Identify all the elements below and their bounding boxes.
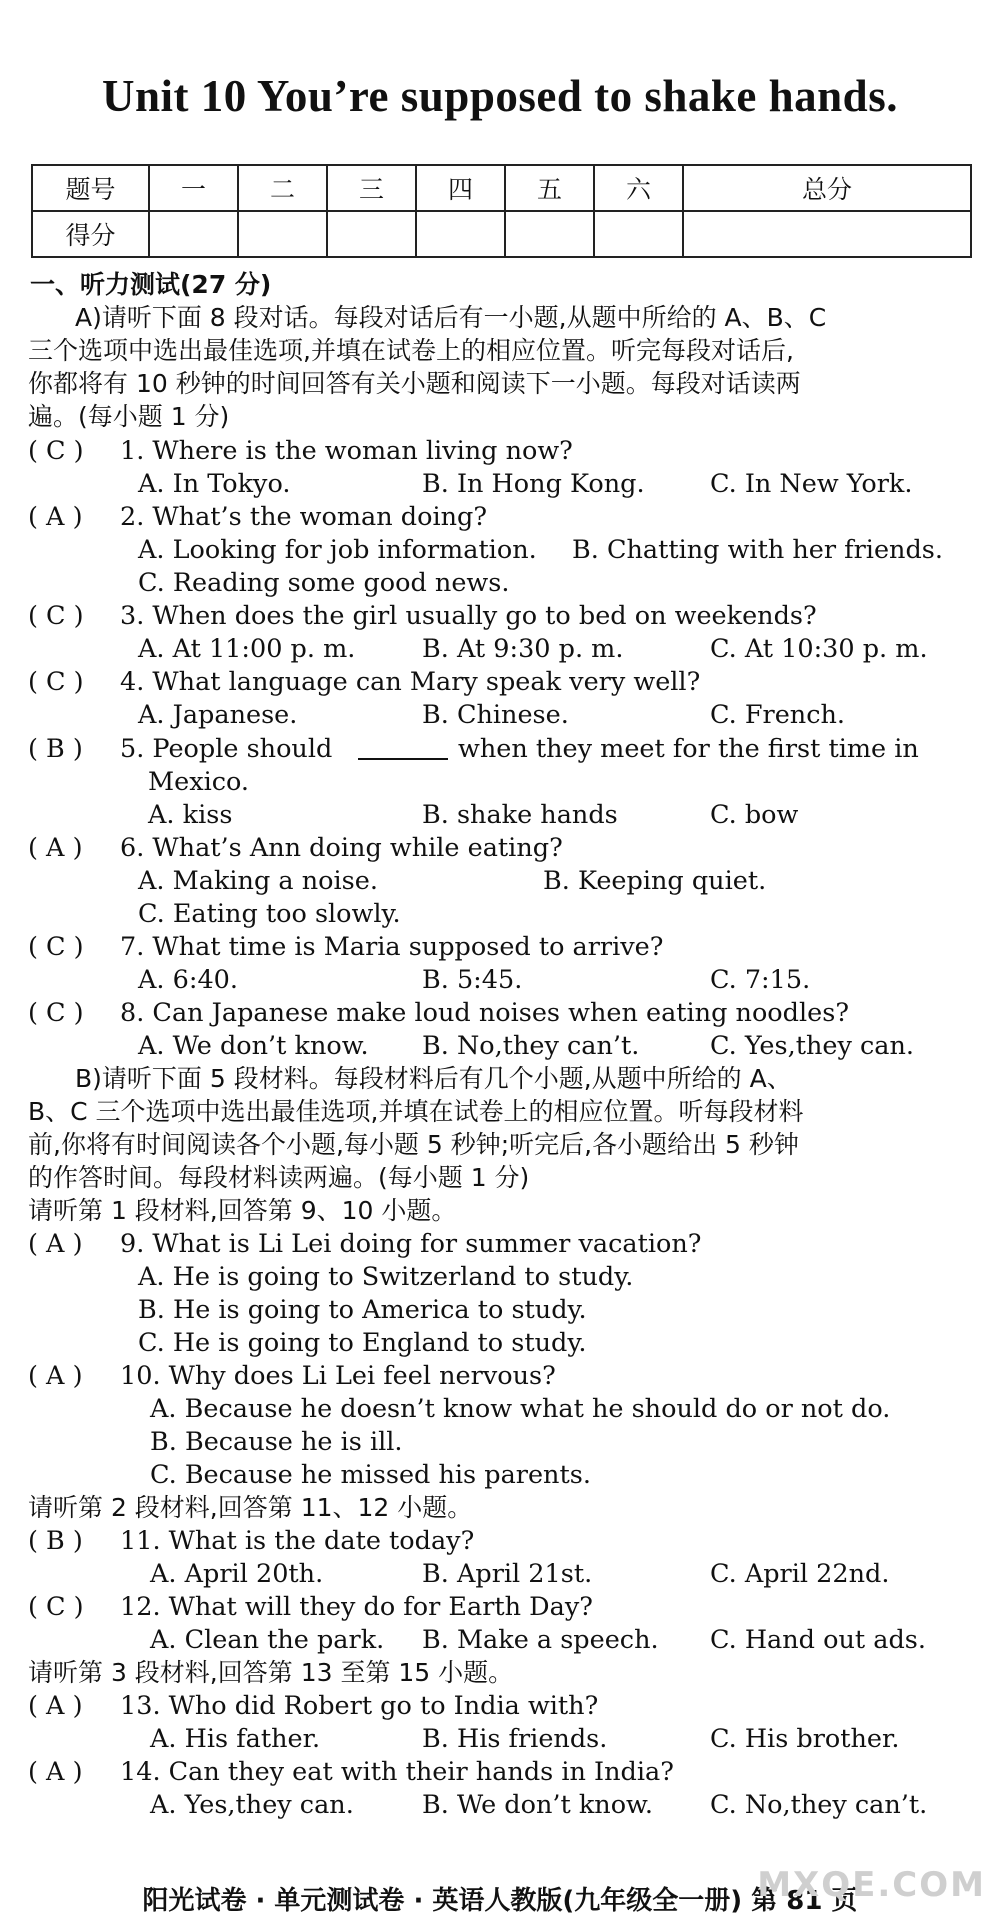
answer-blank[interactable] bbox=[358, 738, 448, 760]
listening-instruction: 请听第 2 段材料,回答第 11、12 小题。 bbox=[28, 1493, 473, 1522]
option-b: B. His friends. bbox=[422, 1724, 608, 1754]
option-a: A. Looking for job information. bbox=[138, 535, 537, 565]
question-text: 12. What will they do for Earth Day? bbox=[120, 1592, 593, 1622]
part-a-intro: 三个选项中选出最佳选项,并填在试卷上的相应位置。听完每段对话后, bbox=[28, 336, 794, 365]
unit-title: Unit 10 You’re supposed to shake hands. bbox=[102, 71, 898, 121]
listening-instruction: 请听第 3 段材料,回答第 13 至第 15 小题。 bbox=[28, 1658, 514, 1687]
answer-mark: ( A ) bbox=[28, 833, 83, 863]
option-c: C. No,they can’t. bbox=[710, 1790, 928, 1820]
answer-mark: ( C ) bbox=[28, 436, 84, 466]
question-text: 4. What language can Mary speak very well? bbox=[120, 667, 701, 697]
option-c: C. bow bbox=[710, 800, 799, 830]
option-a: A. At 11:00 p. m. bbox=[138, 634, 356, 664]
score-header-cell: 题号 bbox=[32, 165, 149, 211]
score-cell[interactable] bbox=[149, 211, 238, 257]
option-a: A. He is going to Switzerland to study. bbox=[138, 1262, 634, 1292]
question-text: when they meet for the first time in bbox=[458, 734, 919, 764]
option-c: C. In New York. bbox=[710, 469, 913, 499]
score-cell[interactable] bbox=[683, 211, 971, 257]
option-b: B. shake hands bbox=[422, 800, 618, 830]
score-cell[interactable] bbox=[505, 211, 594, 257]
answer-mark: ( B ) bbox=[28, 734, 83, 764]
answer-mark: ( C ) bbox=[28, 998, 84, 1028]
question-text: 8. Can Japanese make loud noises when eating noodles? bbox=[120, 998, 849, 1028]
question-text: Mexico. bbox=[148, 767, 250, 797]
answer-mark: ( C ) bbox=[28, 667, 84, 697]
option-b: B. April 21st. bbox=[422, 1559, 593, 1589]
answer-mark: ( A ) bbox=[28, 1229, 83, 1259]
score-header-cell: 五 bbox=[505, 165, 594, 211]
option-b: B. Because he is ill. bbox=[150, 1427, 403, 1457]
part-b-intro: B)请听下面 5 段材料。每段材料后有几个小题,从题中所给的 A、 bbox=[75, 1064, 792, 1093]
score-header-cell: 三 bbox=[327, 165, 416, 211]
question-text: 3. When does the girl usually go to bed on weekends? bbox=[120, 601, 817, 631]
score-row-label: 得分 bbox=[32, 211, 149, 257]
part-a-intro: 遍。(每小题 1 分) bbox=[28, 402, 230, 431]
question-text: 13. Who did Robert go to India with? bbox=[120, 1691, 599, 1721]
part-b-intro: 前,你将有时间阅读各个小题,每小题 5 秒钟;听完后,各小题给出 5 秒钟 bbox=[28, 1130, 799, 1159]
answer-mark: ( A ) bbox=[28, 1757, 83, 1787]
option-c: C. Hand out ads. bbox=[710, 1625, 926, 1655]
option-c: C. Because he missed his parents. bbox=[150, 1460, 591, 1490]
question-text: 6. What’s Ann doing while eating? bbox=[120, 833, 563, 863]
score-table-header-row bbox=[32, 165, 971, 211]
option-a: A. Because he doesn’t know what he should do or not do. bbox=[150, 1394, 891, 1424]
option-b: B. No,they can’t. bbox=[422, 1031, 640, 1061]
option-b: B. 5:45. bbox=[422, 965, 523, 995]
option-a: A. April 20th. bbox=[150, 1559, 324, 1589]
option-a: A. Japanese. bbox=[138, 700, 298, 730]
part-b-intro: 的作答时间。每段材料读两遍。(每小题 1 分) bbox=[28, 1163, 530, 1192]
answer-mark: ( A ) bbox=[28, 1691, 83, 1721]
score-header-cell: 一 bbox=[149, 165, 238, 211]
watermark: MXQE.COM bbox=[757, 1865, 986, 1905]
question-text: 2. What’s the woman doing? bbox=[120, 502, 488, 532]
part-a-intro: 你都将有 10 秒钟的时间回答有关小题和阅读下一小题。每段对话读两 bbox=[28, 369, 801, 398]
answer-mark: ( C ) bbox=[28, 932, 84, 962]
option-c: C. Reading some good news. bbox=[138, 568, 510, 598]
option-c: C. April 22nd. bbox=[710, 1559, 890, 1589]
option-a: A. Yes,they can. bbox=[150, 1790, 354, 1820]
score-header-cell: 六 bbox=[594, 165, 683, 211]
answer-mark: ( A ) bbox=[28, 502, 83, 532]
option-c: C. He is going to England to study. bbox=[138, 1328, 587, 1358]
score-table-score-row bbox=[32, 211, 971, 257]
part-b-intro: B、C 三个选项中选出最佳选项,并填在试卷上的相应位置。听每段材料 bbox=[28, 1097, 804, 1126]
answer-mark: ( C ) bbox=[28, 1592, 84, 1622]
option-a: A. 6:40. bbox=[138, 965, 238, 995]
option-c: C. 7:15. bbox=[710, 965, 811, 995]
question-text: 7. What time is Maria supposed to arrive? bbox=[120, 932, 664, 962]
listening-instruction: 请听第 1 段材料,回答第 9、10 小题。 bbox=[28, 1196, 457, 1225]
option-c: C. His brother. bbox=[710, 1724, 900, 1754]
score-table bbox=[31, 164, 972, 258]
section-heading: 一、听力测试(27 分) bbox=[30, 270, 272, 299]
answer-mark: ( B ) bbox=[28, 1526, 83, 1556]
answer-mark: ( A ) bbox=[28, 1361, 83, 1391]
option-b: B. Keeping quiet. bbox=[543, 866, 767, 896]
option-a: A. We don’t know. bbox=[138, 1031, 369, 1061]
option-b: B. We don’t know. bbox=[422, 1790, 653, 1820]
score-header-cell: 二 bbox=[238, 165, 327, 211]
option-a: A. Clean the park. bbox=[150, 1625, 385, 1655]
option-a: A. kiss bbox=[148, 800, 233, 830]
score-header-cell: 四 bbox=[416, 165, 505, 211]
answer-mark: ( C ) bbox=[28, 601, 84, 631]
question-text: 10. Why does Li Lei feel nervous? bbox=[120, 1361, 556, 1391]
question-text: 9. What is Li Lei doing for summer vacation? bbox=[120, 1229, 702, 1259]
question-text: 5. People should bbox=[120, 734, 333, 764]
score-cell[interactable] bbox=[327, 211, 416, 257]
option-b: B. In Hong Kong. bbox=[422, 469, 645, 499]
option-b: B. He is going to America to study. bbox=[138, 1295, 587, 1325]
option-b: B. Chatting with her friends. bbox=[572, 535, 943, 565]
option-a: A. Making a noise. bbox=[138, 866, 378, 896]
score-header-cell: 总分 bbox=[683, 165, 971, 211]
option-b: B. At 9:30 p. m. bbox=[422, 634, 624, 664]
option-c: C. Yes,they can. bbox=[710, 1031, 914, 1061]
part-a-intro: A)请听下面 8 段对话。每段对话后有一小题,从题中所给的 A、B、C bbox=[75, 303, 827, 332]
option-a: A. His father. bbox=[150, 1724, 321, 1754]
score-cell[interactable] bbox=[238, 211, 327, 257]
option-b: B. Make a speech. bbox=[422, 1625, 659, 1655]
option-b: B. Chinese. bbox=[422, 700, 569, 730]
question-text: 11. What is the date today? bbox=[120, 1526, 475, 1556]
score-cell[interactable] bbox=[416, 211, 505, 257]
option-c: C. Eating too slowly. bbox=[138, 899, 401, 929]
question-text: 14. Can they eat with their hands in India? bbox=[120, 1757, 674, 1787]
question-text: 1. Where is the woman living now? bbox=[120, 436, 573, 466]
option-c: C. At 10:30 p. m. bbox=[710, 634, 928, 664]
option-c: C. French. bbox=[710, 700, 846, 730]
score-cell[interactable] bbox=[594, 211, 683, 257]
option-a: A. In Tokyo. bbox=[138, 469, 291, 499]
page-footer: 阳光试卷 · 单元测试卷 · 英语人教版(九年级全一册) 第 81 页 bbox=[142, 1886, 858, 1916]
